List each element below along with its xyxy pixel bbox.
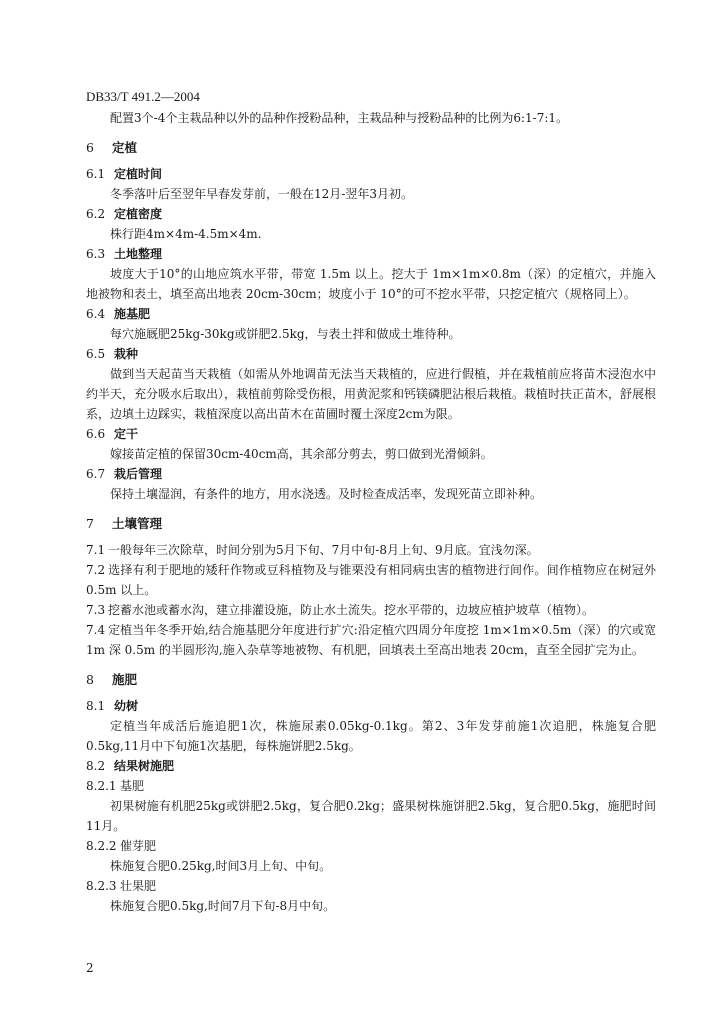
document-code: DB33/T 491.2—2004 xyxy=(86,89,200,104)
section-7-1-item xyxy=(86,540,656,560)
section-7-2-item xyxy=(86,560,656,600)
section-7-2-number: 7.2 xyxy=(86,563,106,577)
section-7-4-text: 定植当年冬季开始,结合施基肥分年度进行扩穴:沿定植穴四周分年度挖 1m×1m×0.5m（深）的穴或宽 1m 深 0.5m 的半圆形沟,施入杂草等地被物、有机肥，回填表土至高出地表 20cm，直至全园扩完为止。 xyxy=(86,623,656,657)
section-8-2-2-title: 催芽肥 xyxy=(120,839,157,853)
section-8-2-title: 结果树施肥 xyxy=(114,759,175,773)
section-8-2-3-title: 壮果肥 xyxy=(120,879,157,893)
section-8-2-number: 8.2 xyxy=(86,759,106,773)
section-8-1-text: 定植当年成活后施追肥1次，株施尿素0.05kg-0.1kg。第2、3年发芽前施1次追肥，株施复合肥0.5kg,11月中下旬施1次基肥，每株施饼肥2.5kg。 xyxy=(86,719,656,753)
section-6-title: 定植 xyxy=(112,140,138,155)
section-6-1-title: 定植时间 xyxy=(114,167,163,181)
section-6-7-title: 栽后管理 xyxy=(114,467,163,481)
section-6-7-number: 6.7 xyxy=(86,467,106,481)
section-6-5-heading xyxy=(86,344,656,364)
section-6-2-number: 6.2 xyxy=(86,207,106,221)
section-6-5-title: 栽种 xyxy=(114,347,139,361)
page-number: 2 xyxy=(86,961,94,975)
section-7-1-text: 一般每年三次除草，时间分别为5月下旬、7月中旬-8月上旬、9月底。宜浅勿深。 xyxy=(108,543,539,557)
section-6-5-number: 6.5 xyxy=(86,347,106,361)
section-8-2-2-number: 8.2.2 xyxy=(86,839,117,853)
intro-paragraph: 配置3个-4个主栽品种以外的品种作授粉品种，主栽品种与授粉品种的比例为6:1-7:1。 xyxy=(110,111,569,125)
section-6-4-heading xyxy=(86,304,656,324)
section-7-3-item xyxy=(86,600,656,620)
section-6-1-number: 6.1 xyxy=(86,167,106,181)
section-8-2-1-heading xyxy=(86,776,656,796)
document-body xyxy=(86,108,656,916)
section-6-5-text: 做到当天起苗当天栽植（如需从外地调苗无法当天栽植的，应进行假植，并在栽植前应将苗木浸泡水中约半天，充分吸水后取出），栽植前剪除受伤根，用黄泥浆和钙镁磷肥沾根后栽植。栽植时扶正苗木，舒展根系，边填土边踩实，栽植深度以高出苗木在苗圃时覆土深度2cm为限。 xyxy=(86,367,657,421)
section-6-6-title: 定干 xyxy=(114,427,139,441)
section-7-4-item xyxy=(86,620,656,660)
section-8-2-2-text: 株施复合肥0.25kg,时间3月上旬、中旬。 xyxy=(110,859,332,873)
section-8-2-3-heading xyxy=(86,876,656,896)
section-7-3-text: 挖蓄水池或蓄水沟，建立排灌设施，防止水土流失。挖水平带的，边坡应植护坡草（植物）。 xyxy=(108,603,595,617)
section-6-3-heading xyxy=(86,244,656,264)
section-6-6-heading xyxy=(86,424,656,444)
section-6-4-text: 每穴施厩肥25kg-30kg或饼肥2.5kg，与表土拌和做成土堆待种。 xyxy=(110,327,461,341)
section-8-2-heading xyxy=(86,756,656,776)
section-6-7-heading xyxy=(86,464,656,484)
section-8-2-1-number: 8.2.1 xyxy=(86,779,117,793)
section-8-2-2-heading xyxy=(86,836,656,856)
section-8-1-number: 8.1 xyxy=(86,699,106,713)
section-6-3-number: 6.3 xyxy=(86,247,106,261)
section-7-title: 土壤管理 xyxy=(112,516,163,531)
section-6-4-title: 施基肥 xyxy=(114,307,151,321)
section-7-number: 7 xyxy=(86,516,94,531)
section-8-2-1-title: 基肥 xyxy=(120,779,145,793)
section-8-2-3-number: 8.2.3 xyxy=(86,879,117,893)
section-6-7-text: 保持土壤湿润，有条件的地方，用水浇透。及时检查成活率，发现死苗立即补种。 xyxy=(110,487,543,501)
section-8-2-1-text: 初果树施有机肥25kg或饼肥2.5kg，复合肥0.2kg；盛果树株施饼肥2.5kg，复合肥0.5kg，施肥时间11月。 xyxy=(86,799,656,833)
section-6-2-heading xyxy=(86,204,656,224)
section-8-heading xyxy=(86,670,656,690)
section-8-1-title: 幼树 xyxy=(114,699,139,713)
section-6-heading xyxy=(86,138,656,158)
section-8-1-heading xyxy=(86,696,656,716)
section-7-1-number: 7.1 xyxy=(86,543,106,557)
section-6-number: 6 xyxy=(86,140,94,155)
section-7-4-number: 7.4 xyxy=(86,623,106,637)
section-8-title: 施肥 xyxy=(112,672,138,687)
section-6-3-title: 土地整理 xyxy=(114,247,163,261)
section-6-2-text: 株行距4m×4m-4.5m×4m. xyxy=(110,227,262,241)
section-6-1-heading xyxy=(86,164,656,184)
section-7-heading xyxy=(86,514,656,534)
section-7-2-text: 选择有利于肥地的矮秆作物或豆科植物及与锥栗没有相同病虫害的植物进行间作。间作植物应在树冠外 0.5m 以上。 xyxy=(86,563,656,597)
section-6-4-number: 6.4 xyxy=(86,307,106,321)
section-6-2-title: 定植密度 xyxy=(114,207,163,221)
section-6-6-text: 嫁接苗定植的保留30cm-40cm高，其余部分剪去，剪口做到光滑倾斜。 xyxy=(110,447,493,461)
section-6-6-number: 6.6 xyxy=(86,427,106,441)
section-8-number: 8 xyxy=(86,672,94,687)
section-6-1-text: 冬季落叶后至翌年早春发芽前，一般在12月-翌年3月初。 xyxy=(110,187,413,201)
section-6-3-text: 坡度大于10°的山地应筑水平带，带宽 1.5m 以上。挖大于 1m×1m×0.8m（深）的定植穴，并施入地被物和表土，填至高出地表 20cm-30cm；坡度小于 10°的可不挖水平带，只挖定植穴（规格同上）。 xyxy=(86,267,656,301)
section-7-3-number: 7.3 xyxy=(86,603,106,617)
section-8-2-3-text: 株施复合肥0.5kg,时间7月下旬-8月中旬。 xyxy=(110,899,336,913)
